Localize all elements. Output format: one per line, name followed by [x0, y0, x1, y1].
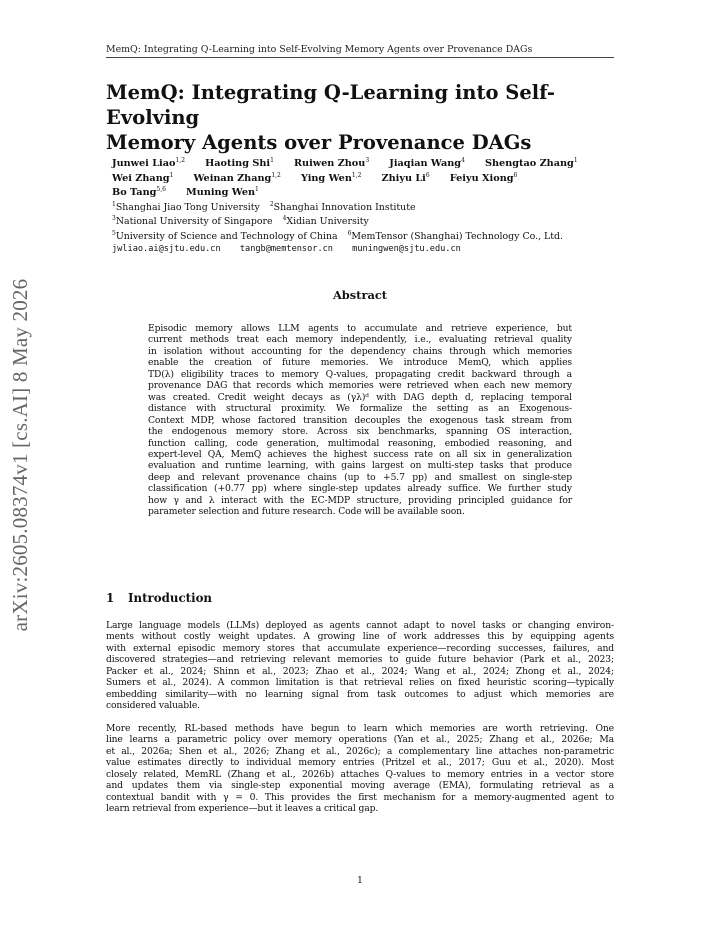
section-heading — [106, 591, 212, 605]
paragraph-line: closely related, MemRL (Zhang et al., 2026b) attaches Q-values to memory entries in a vector store — [106, 768, 614, 780]
abstract-line: TD(λ) eligibility traces to memory Q-values, propagating credit backward through a — [148, 368, 572, 380]
affiliation-row: $^1$Shanghai Jiao Tong University $^2$Shanghai Innovation Institute — [112, 200, 416, 214]
abstract-line: expert-level QA, MemQ achieves the highest success rate on all six in generalization — [148, 448, 572, 460]
email-list — [112, 244, 622, 255]
paragraph-line: More recently, RL-based methods have begun to learn which memories are worth retrieving. One — [106, 723, 614, 734]
affiliation-row: $^5$University of Science and Technology of China $^6$MemTensor (Shanghai) Technology Co., Ltd. — [112, 229, 564, 243]
abstract-line: enable the creation of future memories. We introduce MemQ, which applies — [148, 357, 572, 369]
abstract-line: how γ and λ interact with the EC-MDP structure, providing principled guidance for — [148, 494, 572, 506]
author: Junwei Liao$^{1,2}$ — [112, 157, 186, 170]
abstract-line: current methods treat each memory independently, i.e., evaluating retrieval quality — [148, 334, 572, 346]
paragraph-line: value estimates directly to individual memory entries (Pritzel et al., 2017; Guu et al., 2020). Most — [106, 757, 614, 769]
author: Weinan Zhang$^{1,2}$ — [193, 171, 281, 184]
paragraph — [106, 723, 614, 815]
author: Zhiyu Li$^6$ — [381, 171, 430, 184]
abstract-line: the endogenous memory store. Across six benchmarks, spanning OS interaction, — [148, 426, 572, 438]
email: jwliao.ai@sjtu.edu.cn — [112, 243, 221, 254]
paragraph-line: and updates them via single-step exponential moving average (EMA), formulating retrieval as a — [106, 780, 614, 792]
abstract-line: in isolation without accounting for the dependency chains through which memories — [148, 345, 572, 357]
author: Ruiwen Zhou$^3$ — [294, 157, 370, 170]
author: Wei Zhang$^1$ — [112, 171, 174, 184]
abstract-heading: Abstract — [332, 288, 388, 302]
paragraph-line: contextual bandit with γ = 0. This provides the first mechanism for a memory-augmented agent to — [106, 791, 614, 803]
paragraph-line: learn retrieval from experience—but it leaves a critical gap. — [106, 803, 379, 815]
email: muningwen@sjtu.edu.cn — [352, 243, 461, 254]
title-line-1: MemQ: Integrating Q-Learning into Self-Evolving — [106, 81, 555, 129]
abstract-body — [148, 323, 572, 518]
author-row — [112, 184, 622, 199]
paragraph-line: line learns a parametric policy over memory operations (Yan et al., 2025; Zhang et al., 2026e; Ma — [106, 734, 614, 746]
author-row — [112, 155, 622, 170]
email: tangb@memtensor.cn — [239, 243, 333, 254]
abstract-line: Episodic memory allows LLM agents to accumulate and retrieve experience, but — [148, 323, 572, 334]
paragraph-line: Large language models (LLMs) deployed as agents cannot adapt to novel tasks or changing environ- — [106, 620, 614, 631]
abstract-line: provenance DAG that records which memories were retrieved when each new memory — [148, 380, 572, 392]
paragraph-line: Sumers et al., 2024). A common limitation is that retrieval relies on fixed heuristic scoring—typically — [106, 677, 614, 689]
abstract-line: deep and relevant provenance chains (up to +5.7 pp) and smallest on single-step — [148, 471, 572, 483]
paper-title — [106, 80, 626, 155]
paragraph-line: et al., 2026a; Shen et al., 2026; Zhang et al., 2026c); a complementary line attaches non-parametric — [106, 745, 614, 757]
author-row — [112, 170, 622, 185]
author: Ying Wen$^{1,2}$ — [300, 171, 362, 184]
abstract-line: evaluation and runtime learning, with gains largest on multi-step tasks that produce — [148, 460, 572, 472]
affiliation-row: $^3$National University of Singapore $^4$Xidian University — [112, 215, 369, 228]
arxiv-identifier: arXiv:2605.08374v1 [cs.AI] 8 May 2026 — [8, 278, 32, 632]
author-block — [112, 155, 622, 255]
paragraph-line: ments without costly weight updates. A growing line of work addresses this by equipping agents — [106, 631, 614, 643]
author: Shengtao Zhang$^1$ — [485, 157, 578, 170]
abstract-line: function calling, code generation, multimodal reasoning, embodied reasoning, and — [148, 437, 572, 449]
abstract-line: Context MDP, whose factored transition decouples the exogenous task stream from — [148, 414, 572, 426]
paragraph-line: considered valuable. — [106, 700, 200, 712]
paragraph-line: discovered strategies—and retrieving relevant memories to guide future behavior (Park et al., 2023; — [106, 654, 614, 666]
abstract-line: was created. Credit weight decays as (γλ)ᵈ with DAG depth d, replacing temporal — [148, 391, 572, 403]
section-title: Introduction — [128, 591, 213, 605]
title-line-2: Memory Agents over Provenance DAGs — [106, 131, 532, 154]
author: Jiaqian Wang$^4$ — [389, 157, 465, 170]
section-number: 1 — [106, 591, 115, 605]
abstract-line: classification (+0.77 pp) where single-step updates already suffice. We further study — [148, 483, 572, 495]
abstract-line: distance with structural proximity. We formalize the setting as an Exogenous- — [148, 403, 572, 415]
author: Muning Wen$^1$ — [186, 186, 259, 199]
paragraph — [106, 620, 614, 712]
paragraph-line: with external episodic memory stores that accumulate experience—recording successes, failures, and — [106, 642, 614, 654]
page-number: 1 — [357, 875, 363, 886]
paragraph-line: embedding similarity—with no learning signal from task outcomes to adjust which memories are — [106, 688, 614, 700]
author: Bo Tang$^{5,6}$ — [112, 186, 166, 199]
author: Haoting Shi$^1$ — [205, 157, 274, 170]
abstract-line: parameter selection and future research. Code will be available soon. — [148, 506, 465, 518]
running-head: MemQ: Integrating Q-Learning into Self-Evolving Memory Agents over Provenance DAGs — [106, 44, 614, 58]
author: Feiyu Xiong$^6$ — [449, 171, 518, 184]
paragraph-line: Packer et al., 2024; Shinn et al., 2023; Zhao et al., 2024; Wang et al., 2024; Zhong et al., 2024; — [106, 665, 614, 677]
